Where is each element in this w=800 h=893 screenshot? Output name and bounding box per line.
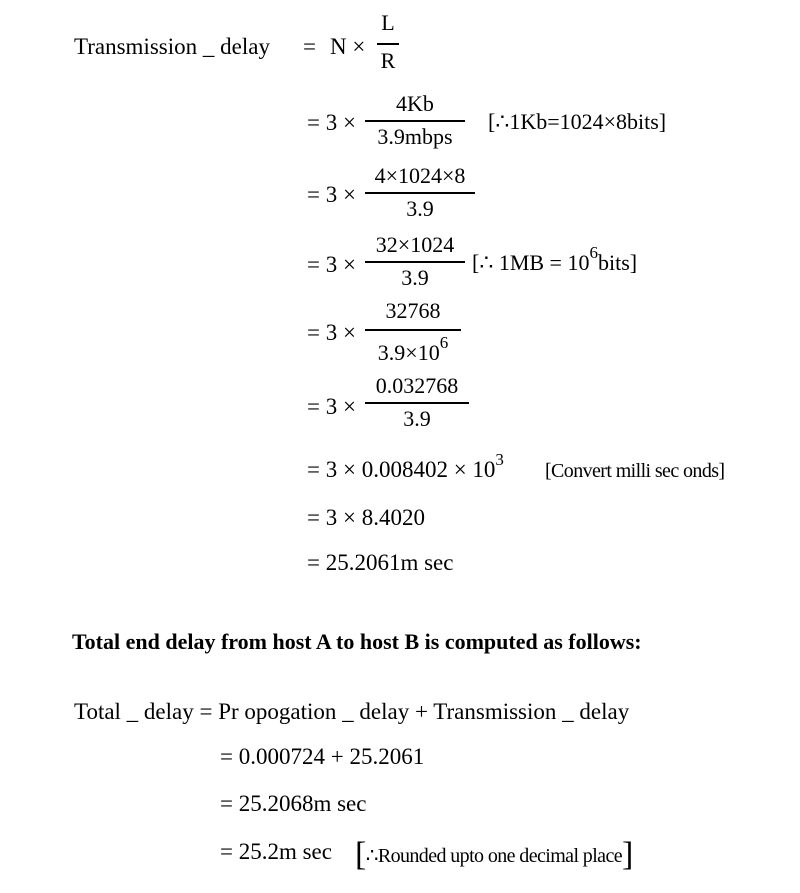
fraction-numerator: 32768 xyxy=(385,298,441,323)
step6-base: = 3 × 0.008402 × 10 xyxy=(307,457,496,482)
step3-prefix: = 3 × xyxy=(307,252,356,277)
step3-fraction xyxy=(365,234,465,294)
step3-note xyxy=(472,243,638,276)
total-delay-line2: = 0.000724 + 25.2061 xyxy=(220,744,425,769)
total-delay-line4: = 25.2m sec xyxy=(220,839,332,864)
step4-denominator-exponent: 6 xyxy=(439,333,449,352)
total-delay-line1: Total _ delay = Pr opogation _ delay + Transmission _ delay xyxy=(74,699,630,724)
step1-fraction xyxy=(365,93,465,153)
section-heading: Total end delay from host A to host B is computed as follows: xyxy=(72,629,642,654)
fraction-denominator: 3.9mbps xyxy=(377,124,453,149)
fraction-denominator: 3.9 xyxy=(406,196,434,221)
step4-denominator-base: 3.9×10 xyxy=(377,340,440,365)
fraction-denominator: R xyxy=(380,48,396,73)
fraction-denominator: 3.9 xyxy=(401,265,429,290)
step1-prefix: = 3 × xyxy=(307,110,356,135)
step7-expression: = 3 × 8.4020 xyxy=(307,505,425,530)
total-delay-line3: = 25.2068m sec xyxy=(220,791,367,816)
step3-note-part-b: bits] xyxy=(597,250,638,275)
step6-exponent: 3 xyxy=(495,450,504,469)
step4-fraction xyxy=(365,300,461,365)
fraction-numerator: 0.032768 xyxy=(375,373,459,398)
fraction-bar xyxy=(365,261,465,263)
fraction-denominator: 3.9 xyxy=(403,406,431,431)
fraction-denominator xyxy=(365,333,461,365)
step5-prefix: = 3 × xyxy=(307,394,356,419)
step6-note: [Convert milli sec onds] xyxy=(545,460,725,482)
total-delay-line4-note xyxy=(355,833,633,871)
step4-prefix: = 3 × xyxy=(307,320,356,345)
step8-expression: = 25.2061m sec xyxy=(307,550,454,575)
step2-prefix: = 3 × xyxy=(307,182,356,207)
transmission-delay-lhs: Transmission _ delay xyxy=(74,34,270,59)
fraction-bar xyxy=(377,43,399,45)
note-open-bracket: [ xyxy=(355,836,366,873)
fraction-l-over-r xyxy=(377,12,399,82)
step1-note: [∴1Kb=1024×8bits] xyxy=(488,109,667,134)
step3-note-part-a: [∴ 1MB = 10 xyxy=(472,250,590,275)
step6-expression xyxy=(307,450,504,482)
note-close-bracket: ] xyxy=(622,836,633,873)
note-text: ∴Rounded upto one decimal place xyxy=(365,845,622,867)
fraction-numerator: 4×1024×8 xyxy=(374,163,466,188)
fraction-numerator: 4Kb xyxy=(396,91,434,116)
equals-sign: = xyxy=(303,34,316,59)
fraction-bar xyxy=(365,402,469,404)
fraction-bar xyxy=(365,192,475,194)
fraction-numerator: L xyxy=(381,10,395,35)
step5-fraction xyxy=(365,375,469,435)
fraction-bar xyxy=(365,329,461,331)
step3-note-exponent: 6 xyxy=(589,243,598,262)
n-times: N × xyxy=(330,34,366,59)
step2-fraction xyxy=(365,165,475,225)
fraction-bar xyxy=(365,120,465,122)
fraction-numerator: 32×1024 xyxy=(375,232,455,257)
